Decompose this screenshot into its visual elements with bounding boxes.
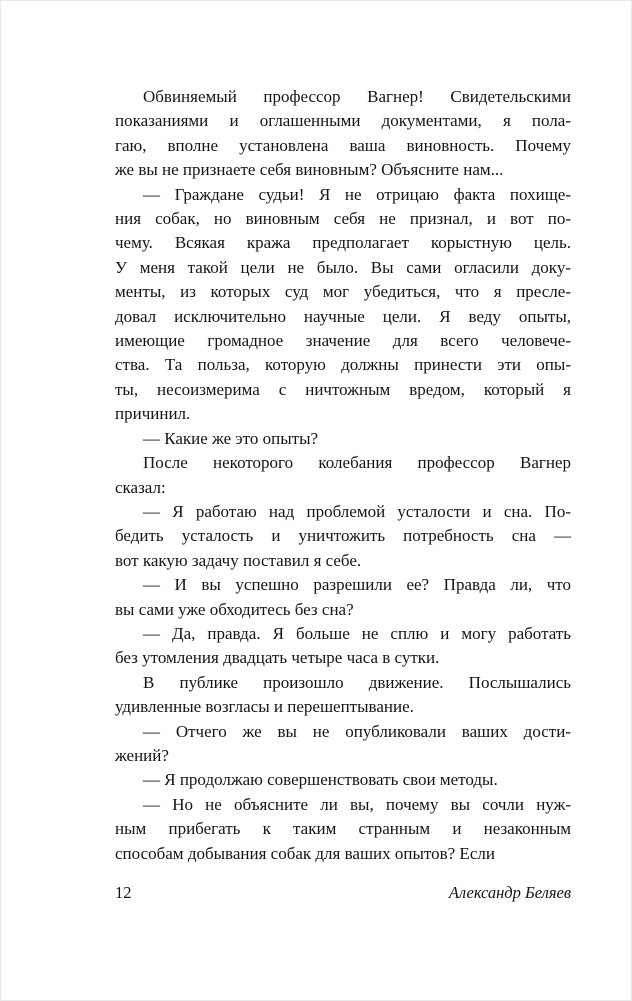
text-line: вы сами уже обходитесь без сна? (115, 599, 354, 619)
text-line: менты, из которых суд мог убедиться, что я пресле- (115, 282, 571, 302)
page-number: 12 (115, 883, 132, 902)
text-line: бедить усталость и уничтожить потребность сна — (115, 526, 571, 546)
text-line: показаниями и оглашенными документами, я пола- (115, 111, 571, 131)
paragraph (115, 720, 571, 769)
text-line: сказал: (115, 477, 166, 497)
text-line: вот какую задачу поставил я себе. (115, 550, 362, 570)
text-line: — Но не объясните ли вы, почему вы сочли нуж- (143, 794, 571, 814)
paragraph (115, 427, 571, 451)
text-line: гаю, вполне установлена ваша виновность. Почему (115, 135, 571, 155)
paragraph (115, 768, 571, 792)
text-line: причинил. (115, 404, 191, 424)
text-line: жений? (115, 745, 169, 765)
text-line: — Граждане судьи! Я не отрицаю факта похище- (143, 184, 571, 204)
text-line: ния собак, но виновным себя не признал, и вот по- (115, 209, 571, 229)
text-line: способам добывания собак для ваших опытов? Если (115, 843, 495, 863)
text-block (115, 85, 571, 866)
paragraph (115, 793, 571, 866)
text-line: довал исключительно научные цели. Я веду опыты, (115, 306, 571, 326)
paragraph (115, 85, 571, 183)
paragraph (115, 622, 571, 671)
text-line: ства. Та польза, которую должны принести эти опы- (115, 355, 571, 375)
paragraph (115, 671, 571, 720)
text-line: же вы не признаете себя виновным? Объясните нам... (115, 160, 504, 180)
text-line: — Отчего же вы не опубликовали ваших дости- (143, 721, 571, 741)
text-line: — Какие же это опыты? (143, 428, 319, 448)
paragraph (115, 500, 571, 573)
author-name: Александр Беляев (448, 883, 571, 902)
paragraph (115, 573, 571, 622)
text-line: — И вы успешно разрешили ее? Правда ли, что (143, 575, 571, 595)
text-line: — Я работаю над проблемой усталости и сна. По- (143, 501, 571, 521)
text-line: имеющие громадное значение для всего человече- (115, 331, 571, 351)
text-line: без утомления двадцать четыре часа в сутки. (115, 648, 440, 668)
text-line: У меня такой цели не было. Вы сами огласили доку- (115, 257, 571, 277)
text-line: — Да, правда. Я больше не сплю и могу работать (143, 623, 571, 643)
text-line: удивленные возгласы и перешептывание. (115, 697, 414, 717)
text-line: ным прибегать к таким странным и незаконным (115, 819, 571, 839)
text-line: После некоторого колебания профессор Вагнер (143, 453, 571, 473)
text-line: чему. Всякая кража предполагает корыстную цель. (115, 233, 571, 253)
text-line: В публике произошло движение. Послышались (143, 672, 571, 692)
paragraph (115, 451, 571, 500)
page-footer (115, 883, 571, 903)
paragraph (115, 183, 571, 427)
text-line: — Я продолжаю совершенствовать свои методы. (143, 770, 498, 790)
text-line: ты, несоизмерима с ничтожным вредом, который я (115, 379, 571, 399)
text-line: Обвиняемый профессор Вагнер! Свидетельскими (143, 87, 571, 106)
